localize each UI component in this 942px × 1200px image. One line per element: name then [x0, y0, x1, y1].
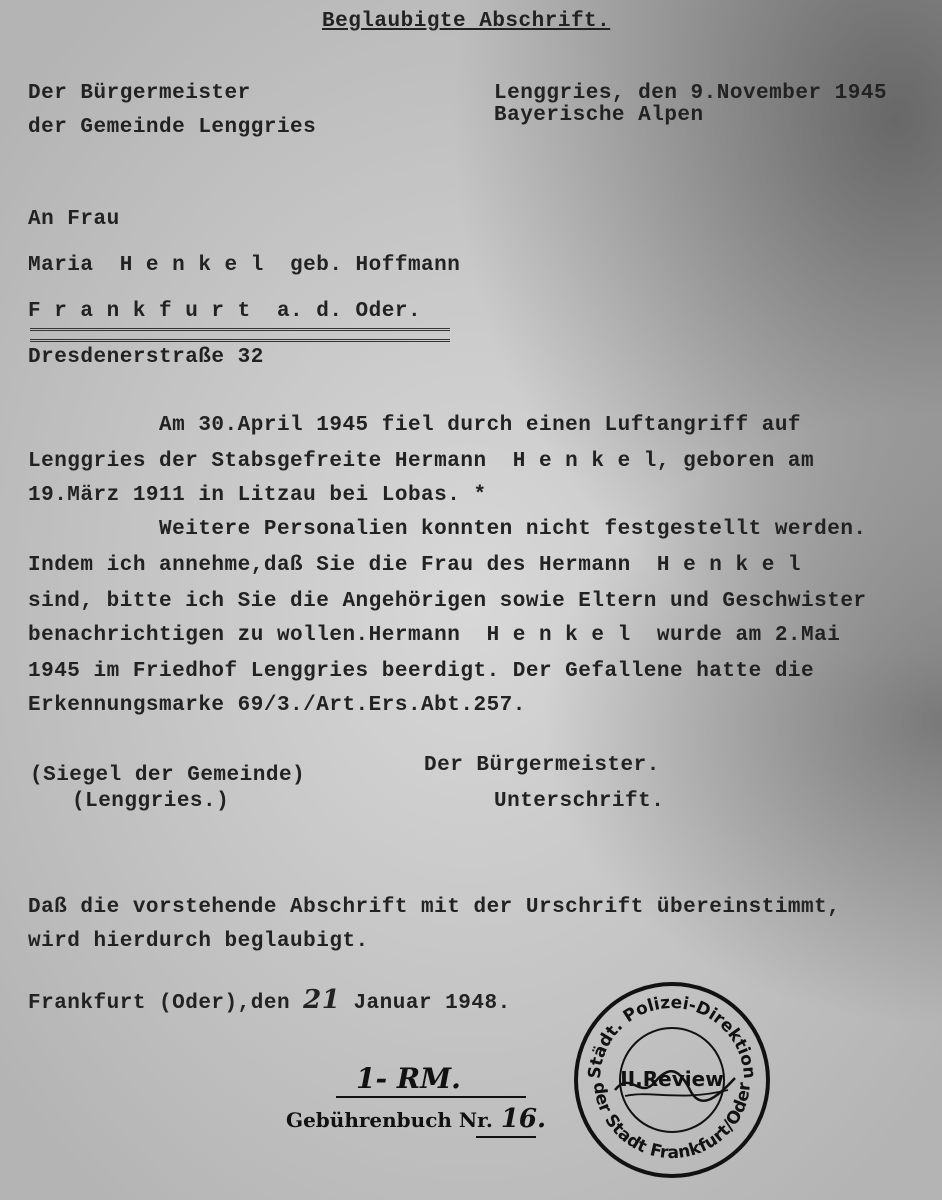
fee-book [286, 1104, 546, 1134]
body-line: Erkennungsmarke 69/3./Art.Ers.Abt.257. [28, 694, 526, 717]
body-line: Indem ich annehme,daß Sie die Frau des Hermann H e n k e l [28, 554, 802, 577]
handwritten-signature [610, 1060, 740, 1110]
seal-text-top: Städt. Polizei-Direktion [584, 992, 760, 1080]
fee-book-number: 16. [500, 1104, 547, 1134]
signer-title: Der Bürgermeister. [424, 754, 660, 777]
certification-line-2: wird hierdurch beglaubigt. [28, 930, 369, 953]
certification-line-1: Daß die vorstehende Abschrift mit der Urschrift übereinstimmt, [28, 896, 841, 919]
address-city: F r a n k f u r t a. d. Oder. [28, 300, 422, 323]
body-line: Lenggries der Stabsgefreite Hermann H e n k e l, geboren am [28, 450, 815, 473]
fee-amount: 1- RM. [356, 1062, 461, 1095]
address-name: Maria H e n k e l geb. Hoffmann [28, 254, 461, 277]
seal-note-2: (Lenggries.) [72, 790, 230, 813]
signer-sign: Unterschrift. [494, 790, 665, 813]
region: Bayerische Alpen [494, 104, 704, 127]
seal-note-1: (Siegel der Gemeinde) [30, 764, 306, 787]
fee-stamp [286, 1062, 547, 1142]
seal-center-text: II.Review [620, 1067, 724, 1091]
body-line: Am 30.April 1945 fiel durch einen Luftangriff auf [28, 414, 802, 437]
cert-place-prefix: Frankfurt (Oder),den [28, 992, 291, 1015]
address-underline [30, 328, 450, 342]
body-line: 19.März 1911 in Litzau bei Lobas. * [28, 484, 487, 507]
cert-day-handwritten: 21 [303, 985, 341, 1015]
fee-book-label: Gebührenbuch Nr. [286, 1108, 493, 1132]
address-street: Dresdenerstraße 32 [28, 346, 264, 369]
body-line: 1945 im Friedhof Lenggries beerdigt. Der Gefallene hatte die [28, 660, 815, 683]
fee-number-underline [476, 1136, 536, 1138]
document-title: Beglaubigte Abschrift. [322, 10, 611, 33]
certification-place-date [28, 985, 511, 1016]
sender-line-1: Der Bürgermeister [28, 82, 251, 105]
seal-text-bottom: der Stadt Frankfurt/Oder [588, 1081, 756, 1164]
body-line: benachrichtigen zu wollen.Hermann H e n k e l wurde am 2.Mai [28, 624, 841, 647]
fee-underline [336, 1096, 526, 1098]
cert-month-year: Januar 1948. [353, 992, 511, 1015]
body-line: sind, bitte ich Sie die Angehörigen sowie Eltern und Geschwister [28, 590, 867, 613]
place-date: Lenggries, den 9.November 1945 [494, 82, 888, 105]
address-to: An Frau [28, 208, 120, 231]
sender-line-2: der Gemeinde Lenggries [28, 116, 317, 139]
body-line: Weitere Personalien konnten nicht festgestellt werden. [28, 518, 867, 541]
